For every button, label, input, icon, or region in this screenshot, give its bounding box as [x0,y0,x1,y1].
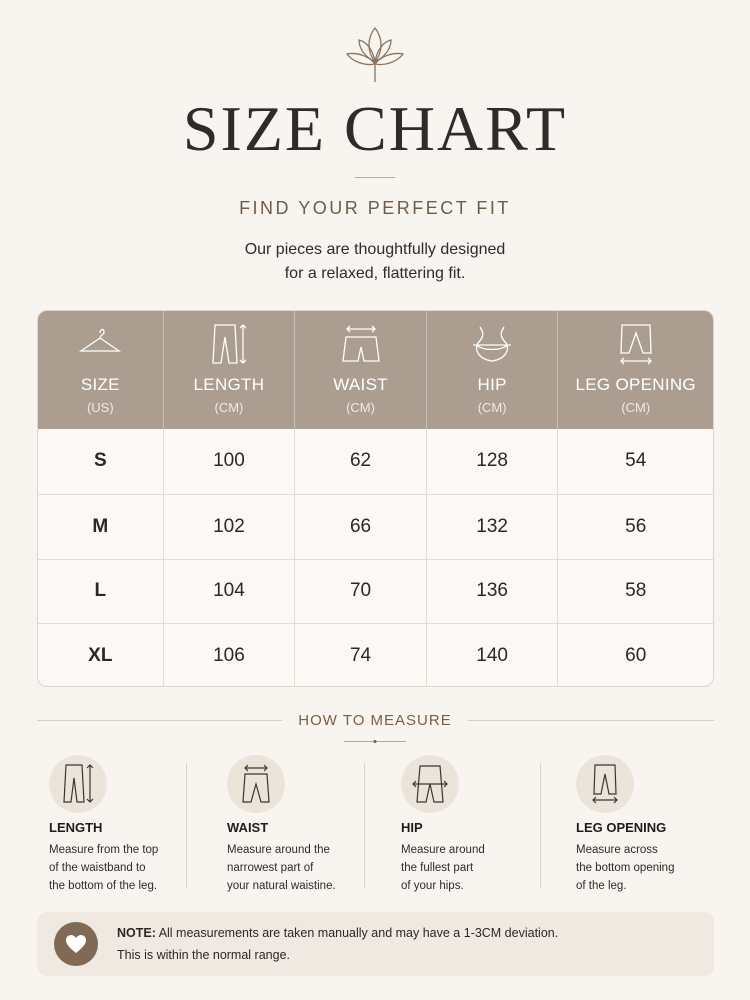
size-cell: XL [38,624,164,687]
column-label: WAIST [333,375,388,394]
length-cell: 104 [164,560,296,624]
guide-title: WAIST [227,820,269,835]
note-text [117,926,558,940]
guide-line: of the waistband to [49,862,146,874]
lotus-icon [345,22,405,84]
waist-measure-icon [237,762,275,806]
column-header-waist [295,311,427,429]
guide-description [401,841,551,895]
guide-line: of your hips. [401,880,464,892]
note-box [37,912,714,976]
guide-title: LEG OPENING [576,820,667,835]
column-label: LENGTH [193,375,265,394]
title-divider [355,177,395,178]
guide-leg-opening [576,755,716,895]
hip-cell: 128 [427,429,559,494]
pants-length-icon [209,323,249,367]
guide-length [49,755,199,895]
waist-cell: 62 [295,429,427,494]
guide-line: the bottom of the leg. [49,880,158,892]
guide-line: the fullest part [401,862,474,874]
page-title: SIZE CHART [182,93,568,164]
column-label: SIZE [80,375,120,394]
guide-separator [186,763,187,888]
hip-measure-icon [410,762,450,806]
leg-opening-icon [616,323,656,367]
length-cell: 102 [164,495,296,559]
waist-cell: 66 [295,495,427,559]
table-header [38,311,713,429]
leg-opening-icon [587,762,623,806]
hip-cell: 132 [427,495,559,559]
guide-description [576,841,716,895]
guide-icon-circle [401,755,459,813]
guide-line: Measure around [401,844,485,856]
guide-description [227,841,377,895]
ornament-divider [344,740,406,743]
guide-line: your natural waistine. [227,880,336,892]
shorts-waist-icon [339,323,383,365]
size-cell: L [38,560,164,624]
intro-text [0,238,750,286]
column-header-hip [427,311,559,429]
guide-title: HIP [401,820,423,835]
column-unit: (CM) [621,400,651,415]
intro-line: for a relaxed, flattering fit. [284,265,466,282]
leg-opening-cell: 54 [625,450,647,472]
hip-icon [470,323,514,365]
column-header-length [164,311,296,429]
guide-line: narrowest part of [227,862,314,874]
note-body: All measurements are taken manually and may have a 1-3CM deviation. [158,926,559,940]
size-table [37,310,714,687]
guide-description [49,841,199,895]
leg-opening-cell: 58 [625,580,647,602]
guide-separator [364,763,365,888]
heart-badge [54,922,98,966]
table-body [38,429,713,687]
guide-line: of the leg. [576,880,627,892]
guide-icon-circle [227,755,285,813]
note-label: NOTE: [117,926,156,940]
column-header-leg-opening [558,311,713,429]
leg-opening-cell: 56 [625,515,647,537]
table-row [38,623,713,687]
column-unit: (CM) [214,400,244,415]
hip-cell: 136 [427,560,559,624]
guide-line: Measure across [576,844,658,856]
guide-title: LENGTH [49,820,103,835]
length-cell: 106 [164,624,296,687]
waist-cell: 70 [295,560,427,624]
hanger-icon [78,323,122,359]
pants-length-icon [60,762,96,806]
table-row [38,429,713,494]
guide-waist [227,755,377,895]
column-label: HIP [477,375,507,394]
page-subtitle: FIND YOUR PERFECT FIT [239,198,511,218]
guide-icon-circle [576,755,634,813]
column-unit: (CM) [346,400,375,415]
how-to-measure-title: HOW TO MEASURE [298,712,452,729]
size-cell: S [38,429,164,494]
guide-hip [401,755,551,895]
column-label: LEG OPENING [575,375,696,394]
intro-line: Our pieces are thoughtfully designed [244,241,506,258]
guide-line: Measure around the [227,844,330,856]
guide-line: the bottom opening [576,862,675,874]
note-line2: This is within the normal range. [117,948,290,962]
leg-opening-cell: 60 [625,645,647,667]
size-cell: M [38,495,164,559]
table-row [38,559,713,624]
heart-icon [65,934,87,954]
column-unit: (CM) [477,400,507,415]
column-header-size [38,311,164,429]
guide-icon-circle [49,755,107,813]
guide-line: Measure from the top [49,844,159,856]
guide-separator [540,763,541,888]
hip-cell: 140 [427,624,559,687]
column-unit: (US) [86,400,114,415]
waist-cell: 74 [295,624,427,687]
table-row [38,494,713,559]
length-cell: 100 [164,429,296,494]
